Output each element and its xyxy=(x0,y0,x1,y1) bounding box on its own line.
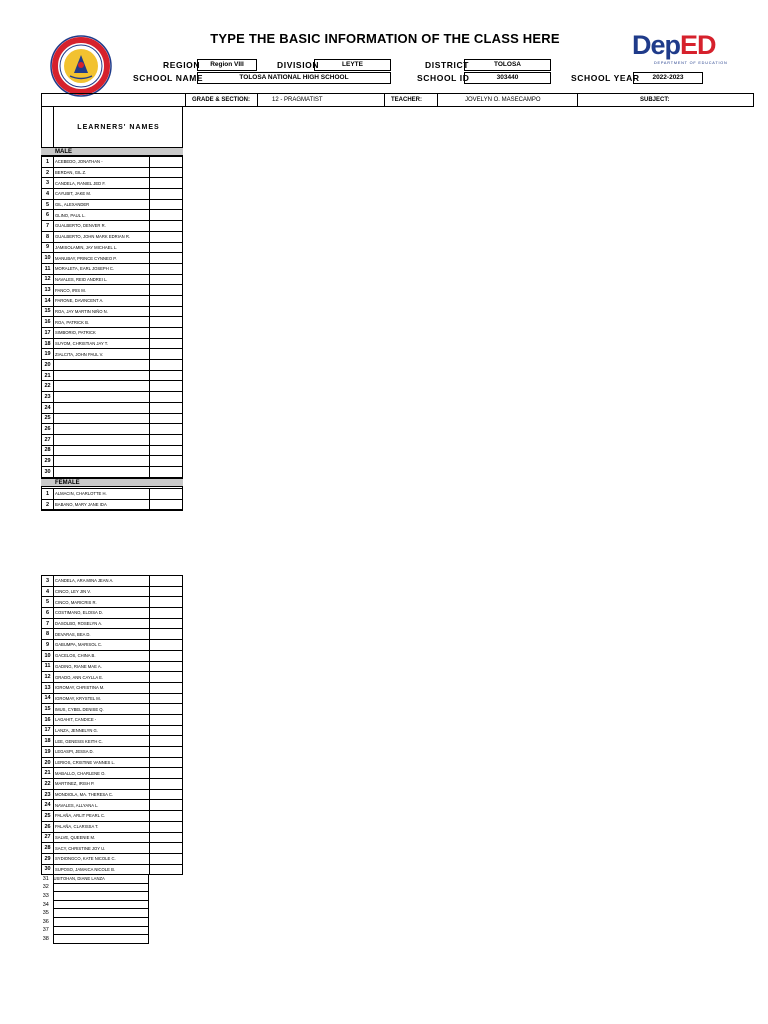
table-row xyxy=(42,586,183,597)
row-number: 30 xyxy=(42,466,54,477)
deped-logo-dep: Dep xyxy=(632,30,681,60)
table-row xyxy=(42,489,183,500)
table-row xyxy=(42,714,183,725)
district-label: DISTRICT xyxy=(425,60,469,70)
row-number: 9 xyxy=(42,640,54,651)
table-row xyxy=(39,917,148,926)
table-row xyxy=(42,242,183,253)
data-cell[interactable] xyxy=(150,402,183,413)
row-number: 9 xyxy=(42,242,54,253)
learner-name-cell[interactable]: GIL, ALEXANDER xyxy=(54,199,150,210)
table-row xyxy=(42,370,183,381)
row-number: 5 xyxy=(42,199,54,210)
table-row xyxy=(42,843,183,854)
learner-name-cell[interactable]: ROA, PATRICK B. xyxy=(54,317,150,328)
row-number: 6 xyxy=(42,210,54,221)
data-cell[interactable] xyxy=(150,714,183,725)
table-row xyxy=(42,424,183,435)
data-cell[interactable] xyxy=(150,263,183,274)
row-number: 21 xyxy=(42,370,54,381)
data-cell[interactable] xyxy=(150,328,183,339)
row-number: 23 xyxy=(42,392,54,403)
learner-name-cell[interactable]: NAVALES, REID ANDREI L. xyxy=(54,274,150,285)
row-number: 16 xyxy=(42,317,54,328)
table-row xyxy=(42,757,183,768)
school-year-field[interactable]: 2022-2023 xyxy=(633,72,703,84)
table-row xyxy=(42,381,183,392)
data-cell[interactable] xyxy=(150,618,183,629)
data-cell[interactable] xyxy=(150,597,183,608)
table-row xyxy=(42,693,183,704)
teacher-value[interactable]: JOVELYN O. MASECAMPO xyxy=(438,94,578,106)
data-cell[interactable] xyxy=(150,499,183,510)
table-row xyxy=(42,360,183,371)
data-cell[interactable] xyxy=(150,725,183,736)
row-number: 12 xyxy=(42,672,54,683)
grade-section-value[interactable]: 12 - PRAGMATIST xyxy=(258,94,385,106)
female-roster-table-page2 xyxy=(41,575,183,875)
data-cell[interactable] xyxy=(150,466,183,477)
learner-name-cell[interactable]: NAVALES, ALLYANA L. xyxy=(54,800,150,811)
table-row xyxy=(42,725,183,736)
table-row xyxy=(42,221,183,232)
row-number: 3 xyxy=(42,178,54,189)
learner-name-cell[interactable] xyxy=(54,413,150,424)
learner-name-cell[interactable]: IMUS, CYBEL DENISE Q. xyxy=(54,704,150,715)
learner-name-cell[interactable]: MARTINEZ, IRISH P. xyxy=(54,779,150,790)
table-row xyxy=(42,392,183,403)
table-row xyxy=(42,768,183,779)
data-cell[interactable] xyxy=(150,682,183,693)
table-row xyxy=(39,883,148,892)
female-roster-table-page1 xyxy=(41,488,183,510)
row-number: 26 xyxy=(42,821,54,832)
division-label: DIVISION xyxy=(277,60,320,70)
row-number: 26 xyxy=(42,424,54,435)
learner-name-cell[interactable] xyxy=(53,909,148,918)
row-number: 19 xyxy=(42,349,54,360)
data-cell[interactable] xyxy=(150,231,183,242)
learner-name-cell[interactable]: PANCO, IRIS M. xyxy=(54,285,150,296)
row-number: 36 xyxy=(42,918,49,925)
row-number: 7 xyxy=(42,221,54,232)
row-number: 18 xyxy=(42,338,54,349)
row-number: 8 xyxy=(42,231,54,242)
learner-name-cell[interactable]: GUALBERTO, JOHN MARK EDRIAN R. xyxy=(54,231,150,242)
learner-name-cell[interactable]: DEVARAS, BEA D. xyxy=(54,629,150,640)
row-number: 37 xyxy=(42,927,49,934)
data-cell[interactable] xyxy=(150,317,183,328)
table-row xyxy=(42,800,183,811)
table-row xyxy=(42,608,183,619)
row-number: 33 xyxy=(42,892,49,899)
learner-name-cell[interactable]: ROA, JAY MARTIN NIÑO N. xyxy=(54,306,150,317)
learner-name-cell[interactable]: GACELOS, CHINA B. xyxy=(54,650,150,661)
row-number: 28 xyxy=(42,445,54,456)
row-number: 1 xyxy=(42,489,54,500)
row-number: 13 xyxy=(42,682,54,693)
data-cell[interactable] xyxy=(150,167,183,178)
row-number: 28 xyxy=(42,843,54,854)
row-number: 3 xyxy=(42,576,54,587)
data-cell[interactable] xyxy=(150,434,183,445)
row-number: 7 xyxy=(42,618,54,629)
row-number: 4 xyxy=(42,189,54,200)
row-number: 11 xyxy=(42,661,54,672)
row-number: 22 xyxy=(42,779,54,790)
row-number: 2 xyxy=(42,499,54,510)
row-number: 12 xyxy=(42,274,54,285)
data-cell[interactable] xyxy=(150,392,183,403)
row-number: 13 xyxy=(42,285,54,296)
row-number: 30 xyxy=(42,864,54,875)
data-cell[interactable] xyxy=(150,413,183,424)
learner-name-cell[interactable]: MORALETA, EARL JOSEPH C. xyxy=(54,263,150,274)
learner-name-cell[interactable]: SYDIONGCO, KATE NICOLE C. xyxy=(54,853,150,864)
row-number: 10 xyxy=(42,253,54,264)
row-number: 5 xyxy=(42,597,54,608)
data-cell[interactable] xyxy=(150,629,183,640)
learner-name-cell[interactable] xyxy=(54,434,150,445)
learners-names-header: LEARNERS' NAMES xyxy=(53,107,183,147)
table-row xyxy=(42,672,183,683)
deped-logo xyxy=(632,30,728,70)
learner-name-cell[interactable]: CINCO, LEY JIN V. xyxy=(54,586,150,597)
table-row xyxy=(42,167,183,178)
learner-name-cell[interactable]: DASOLBO, ROSELYN A. xyxy=(54,618,150,629)
row-number: 29 xyxy=(42,853,54,864)
table-row xyxy=(42,317,183,328)
learner-name-cell[interactable]: COSTIMANO, ELOISA D. xyxy=(54,608,150,619)
table-row xyxy=(42,445,183,456)
learner-name-cell[interactable]: IGROMAY, CHRISTINA M. xyxy=(54,682,150,693)
row-number: 20 xyxy=(42,360,54,371)
school-name-label: SCHOOL NAME xyxy=(133,73,204,83)
table-row xyxy=(39,935,148,944)
data-cell[interactable] xyxy=(150,843,183,854)
learner-name-cell[interactable] xyxy=(54,402,150,413)
row-number: 2 xyxy=(42,167,54,178)
table-row xyxy=(42,821,183,832)
data-cell[interactable] xyxy=(150,445,183,456)
table-row xyxy=(42,597,183,608)
table-row xyxy=(42,499,183,510)
row-number: 25 xyxy=(42,413,54,424)
data-cell[interactable] xyxy=(150,576,183,587)
learner-name-cell[interactable]: BABANO, MARY JANE IDA xyxy=(54,499,150,510)
data-cell[interactable] xyxy=(150,608,183,619)
data-cell[interactable] xyxy=(150,157,183,168)
table-row xyxy=(42,853,183,864)
table-row xyxy=(42,576,183,587)
data-cell[interactable] xyxy=(150,178,183,189)
data-cell[interactable] xyxy=(150,489,183,500)
table-row xyxy=(42,178,183,189)
data-cell[interactable] xyxy=(150,253,183,264)
data-cell[interactable] xyxy=(150,650,183,661)
table-row xyxy=(42,306,183,317)
learner-name-cell[interactable]: LEGASPI, JESSA D. xyxy=(54,747,150,758)
learner-name-cell[interactable] xyxy=(54,360,150,371)
data-cell[interactable] xyxy=(150,586,183,597)
table-row xyxy=(42,466,183,477)
learner-name-cell[interactable]: MANUBAY, PRINCE CYNNEO P. xyxy=(54,253,150,264)
data-cell[interactable] xyxy=(150,661,183,672)
table-row xyxy=(42,210,183,221)
data-cell[interactable] xyxy=(150,640,183,651)
learner-name-cell[interactable]: IGROMAY, KRYSTEL M. xyxy=(54,693,150,704)
table-row xyxy=(42,402,183,413)
row-number: 6 xyxy=(42,608,54,619)
learner-name-cell[interactable]: LANZA, JENNELYN G. xyxy=(54,725,150,736)
learner-name-cell[interactable] xyxy=(54,445,150,456)
table-row xyxy=(42,736,183,747)
school-id-label: SCHOOL ID xyxy=(417,73,470,83)
data-cell[interactable] xyxy=(150,757,183,768)
page-title: TYPE THE BASIC INFORMATION OF THE CLASS HERE xyxy=(210,31,560,46)
data-cell[interactable] xyxy=(150,349,183,360)
row-number: 19 xyxy=(42,747,54,758)
data-cell[interactable] xyxy=(150,424,183,435)
male-header: MALE xyxy=(41,147,183,156)
learner-name-cell[interactable]: SALVE, QUEENIE M. xyxy=(54,832,150,843)
district-field[interactable]: TOLOSA xyxy=(464,59,551,71)
row-number: 17 xyxy=(42,328,54,339)
data-cell[interactable] xyxy=(150,274,183,285)
learner-name-cell[interactable]: LAGAHIT, CANDICE - xyxy=(54,714,150,725)
school-id-field[interactable]: 303440 xyxy=(464,72,551,84)
data-cell[interactable] xyxy=(150,800,183,811)
data-cell[interactable] xyxy=(150,210,183,221)
learner-name-cell[interactable]: ACEBEDO, JONATHAN - xyxy=(54,157,150,168)
data-cell[interactable] xyxy=(150,832,183,843)
deped-seal-icon xyxy=(50,35,112,97)
row-number: 15 xyxy=(42,306,54,317)
table-row xyxy=(42,189,183,200)
data-cell[interactable] xyxy=(150,199,183,210)
row-number: 27 xyxy=(42,832,54,843)
data-cell[interactable] xyxy=(150,736,183,747)
row-number: 35 xyxy=(42,910,49,917)
row-number: 29 xyxy=(42,456,54,467)
learner-name-cell[interactable] xyxy=(53,892,148,901)
learner-name-cell[interactable]: ZIALCITA, JOHN PAUL V. xyxy=(54,349,150,360)
row-number: 14 xyxy=(42,693,54,704)
learner-name-cell[interactable] xyxy=(53,883,148,892)
row-number: 24 xyxy=(42,800,54,811)
learner-name-cell[interactable] xyxy=(54,370,150,381)
table-row xyxy=(39,892,148,901)
table-row xyxy=(42,263,183,274)
learner-name-cell[interactable]: MABALLO, CHARLENE O. xyxy=(54,768,150,779)
data-cell[interactable] xyxy=(150,381,183,392)
table-row xyxy=(42,157,183,168)
row-number: 21 xyxy=(42,768,54,779)
table-row xyxy=(42,650,183,661)
table-row xyxy=(42,640,183,651)
row-number: 11 xyxy=(42,263,54,274)
division-field[interactable]: LEYTE xyxy=(314,59,391,71)
table-row xyxy=(42,618,183,629)
learner-name-cell[interactable] xyxy=(53,935,148,944)
learner-name-cell[interactable] xyxy=(54,381,150,392)
male-roster-table xyxy=(41,156,183,478)
learner-name-cell[interactable]: CINCO, MARICRIS R. xyxy=(54,597,150,608)
row-number: 27 xyxy=(42,434,54,445)
row-number: 15 xyxy=(42,704,54,715)
row-number: 16 xyxy=(42,714,54,725)
learner-name-cell[interactable]: CAYUBIT, JAKE M. xyxy=(54,189,150,200)
school-name-field[interactable]: TOLOSA NATIONAL HIGH SCHOOL xyxy=(197,72,391,84)
data-cell[interactable] xyxy=(150,747,183,758)
table-row xyxy=(42,704,183,715)
learner-name-cell[interactable] xyxy=(54,392,150,403)
row-number: 34 xyxy=(42,901,49,908)
table-row xyxy=(42,779,183,790)
subject-label: SUBJECT: xyxy=(640,97,670,103)
learner-name-cell[interactable]: LERIOS, CRISTINE VANNES L. xyxy=(54,757,150,768)
row-number: 20 xyxy=(42,757,54,768)
learner-name-cell[interactable]: PARONE, DAVINCENT A. xyxy=(54,295,150,306)
learner-name-cell[interactable] xyxy=(53,926,148,935)
learner-name-cell[interactable]: SUPOSO, JAMAICA NICOLE B. xyxy=(54,864,150,875)
table-row xyxy=(42,661,183,672)
data-cell[interactable] xyxy=(150,789,183,800)
data-cell[interactable] xyxy=(150,779,183,790)
info-blank-cell xyxy=(42,94,186,106)
row-number: 24 xyxy=(42,402,54,413)
data-cell[interactable] xyxy=(150,821,183,832)
table-row xyxy=(42,253,183,264)
region-field[interactable]: Region VIII xyxy=(197,59,257,71)
row-number: 23 xyxy=(42,789,54,800)
learner-name-cell[interactable] xyxy=(54,466,150,477)
row-number: 25 xyxy=(42,811,54,822)
table-row xyxy=(42,682,183,693)
learner-name-cell[interactable]: GRADO, ANN CAYLLA E. xyxy=(54,672,150,683)
learner-name-cell[interactable] xyxy=(53,900,148,909)
table-row xyxy=(42,338,183,349)
data-cell[interactable] xyxy=(150,295,183,306)
deped-logo-subtitle: DEPARTMENT OF EDUCATION xyxy=(654,61,728,65)
deped-logo-ed: ED xyxy=(680,30,716,60)
teacher-label: TEACHER: xyxy=(385,94,438,106)
learner-name-cell[interactable] xyxy=(54,424,150,435)
learner-name-cell[interactable]: LEE, GENESIS KEITH C. xyxy=(54,736,150,747)
school-year-label: SCHOOL YEAR xyxy=(571,73,640,83)
row-number: 10 xyxy=(42,650,54,661)
table-row xyxy=(42,199,183,210)
row-number: 22 xyxy=(42,381,54,392)
learner-name-cell[interactable]: PALAÑA, ARLIT PEARL C. xyxy=(54,811,150,822)
region-label: REGION xyxy=(163,60,201,70)
grade-section-label: GRADE & SECTION: xyxy=(186,94,258,106)
learner-name-cell[interactable]: GUALBERTO, DENVER R. xyxy=(54,221,150,232)
learner-name-cell[interactable]: GADING, RIANE MAE A. xyxy=(54,661,150,672)
table-row xyxy=(42,295,183,306)
learner-name-cell[interactable]: USITOHAN, DIANE LANZA xyxy=(53,875,148,884)
learner-name-cell[interactable]: JAMISOLAMIN, JAY MICHAEL L. xyxy=(54,242,150,253)
data-cell[interactable] xyxy=(150,704,183,715)
table-row xyxy=(42,285,183,296)
data-cell[interactable] xyxy=(150,693,183,704)
learner-name-cell[interactable]: ALMACIN, CHARLOTTE H. xyxy=(54,489,150,500)
learner-name-cell[interactable]: BERDAN, GIL Z. xyxy=(54,167,150,178)
row-number: 4 xyxy=(42,586,54,597)
table-row xyxy=(42,231,183,242)
female-header: FEMALE xyxy=(41,478,183,487)
learner-name-cell[interactable] xyxy=(54,456,150,467)
table-row xyxy=(39,875,148,884)
table-row xyxy=(39,926,148,935)
learner-name-cell[interactable]: GLINO, PAUL L. xyxy=(54,210,150,221)
row-number: 32 xyxy=(42,884,49,891)
learner-name-cell[interactable]: GABUMPA, MARISOL C. xyxy=(54,640,150,651)
learner-name-cell[interactable]: MONDIOLA, MA. THERESA C. xyxy=(54,789,150,800)
table-row xyxy=(39,909,148,918)
table-row xyxy=(42,789,183,800)
learner-name-cell[interactable]: CANDELA, RANIEL JED F. xyxy=(54,178,150,189)
data-cell[interactable] xyxy=(150,456,183,467)
table-row xyxy=(42,811,183,822)
table-row xyxy=(39,900,148,909)
table-row xyxy=(42,832,183,843)
data-cell[interactable] xyxy=(150,853,183,864)
row-number: 31 xyxy=(42,875,49,882)
table-row xyxy=(42,747,183,758)
data-cell[interactable] xyxy=(150,221,183,232)
learner-name-cell[interactable]: SACY, CHRISTINE JOY U. xyxy=(54,843,150,854)
learner-name-cell[interactable]: SIMBORIO, PATRICK xyxy=(54,328,150,339)
table-row xyxy=(42,349,183,360)
learner-name-cell[interactable]: SUYOM, CHRISTIAN JAY T. xyxy=(54,338,150,349)
table-row xyxy=(42,629,183,640)
data-cell[interactable] xyxy=(150,370,183,381)
learner-name-cell[interactable]: PALAÑA, CLARISSA T. xyxy=(54,821,150,832)
row-number: 1 xyxy=(42,157,54,168)
data-cell[interactable] xyxy=(150,285,183,296)
data-cell[interactable] xyxy=(150,811,183,822)
row-number: 14 xyxy=(42,295,54,306)
data-cell[interactable] xyxy=(150,306,183,317)
data-cell[interactable] xyxy=(150,338,183,349)
table-row xyxy=(42,328,183,339)
table-row xyxy=(42,274,183,285)
data-cell[interactable] xyxy=(150,189,183,200)
learner-name-cell[interactable] xyxy=(53,917,148,926)
row-number: 18 xyxy=(42,736,54,747)
row-number: 8 xyxy=(42,629,54,640)
learner-name-cell[interactable]: CANDELA, ARA MINA JEAN A. xyxy=(54,576,150,587)
data-cell[interactable] xyxy=(150,864,183,875)
table-row xyxy=(42,456,183,467)
table-row xyxy=(42,413,183,424)
row-number: 38 xyxy=(42,935,49,942)
row-number: 17 xyxy=(42,725,54,736)
data-cell[interactable] xyxy=(150,672,183,683)
data-cell[interactable] xyxy=(150,242,183,253)
female-roster-extra xyxy=(39,874,149,944)
class-info-row xyxy=(41,93,754,107)
data-cell[interactable] xyxy=(150,360,183,371)
table-row xyxy=(42,434,183,445)
data-cell[interactable] xyxy=(150,768,183,779)
